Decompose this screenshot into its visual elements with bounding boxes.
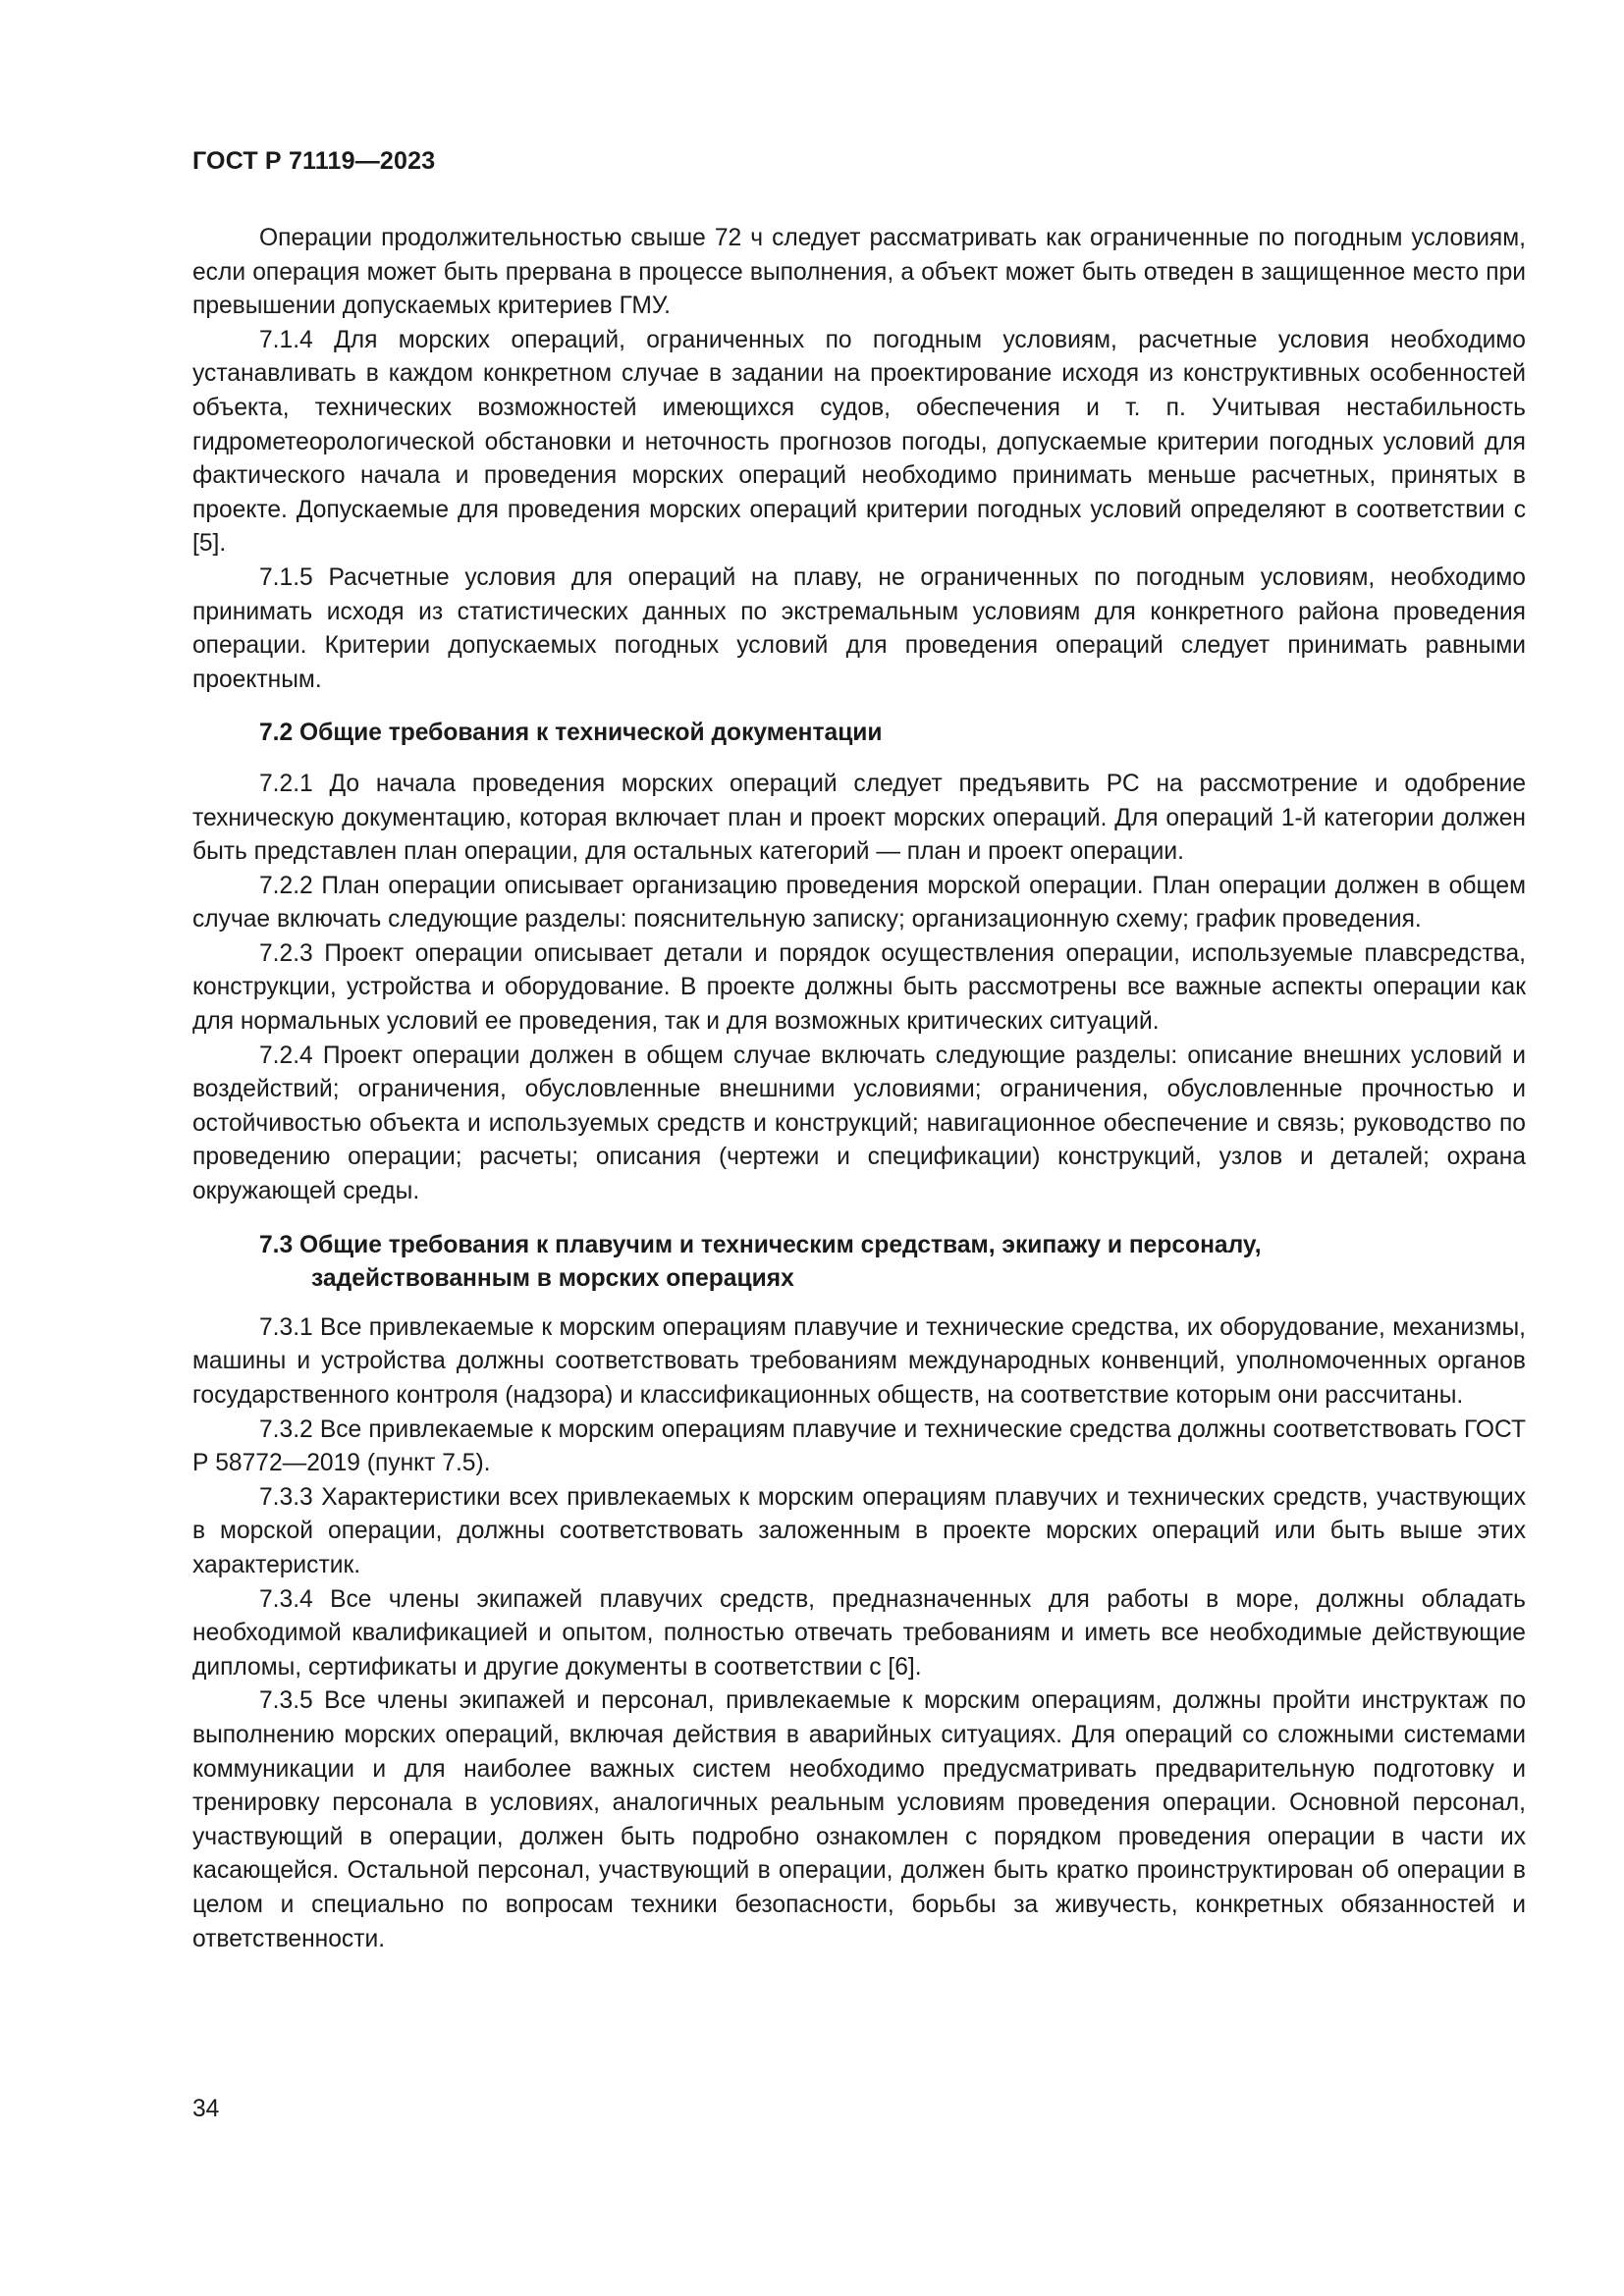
paragraph-7-3-3: 7.3.3 Характеристики всех привлекаемых к морским операциям плавучих и технических средств, участвующих в морской операции, должны соответствовать заложенным в проекте морских операций или быть выше этих характеристик.: [192, 1483, 1526, 1578]
paragraph-intro: Операции продолжительностью свыше 72 ч следует рассматривать как ограниченные по погодным условиям, если операция может быть прервана в процессе выполнения, а объект может быть отведен в защищенное место при превышении допускаемых критериев ГМУ.: [192, 225, 1526, 320]
paragraph-7-3-1: 7.3.1 Все привлекаемые к морским операциям плавучие и технические средства, их оборудование, механизмы, машины и устройства должны соответствовать требованиям международных конвенций, уполномоченных органов государственного контроля (надзора) и классификационных обществ, на соответствие которым они рассчитаны.: [192, 1313, 1526, 1409]
section-heading-7-3-line2: задействованным в морских операциях: [311, 1265, 794, 1293]
page-number: 34: [192, 2096, 220, 2122]
paragraph-7-3-4: 7.3.4 Все члены экипажей плавучих средств, предназначенных для работы в море, должны обладать необходимой квалификацией и опытом, полностью отвечать требованиям и иметь все необходимые действующие дипломы, сертификаты и другие документы в соответствии с [6].: [192, 1585, 1526, 1681]
document-body: [192, 222, 1526, 1956]
paragraph-7-2-1: 7.2.1 До начала проведения морских операций следует предъявить РС на рассмотрение и одобрение техническую документацию, которая включает план и проект морских операций. Для операций 1-й категории должен быть представлен план операции, для остальных категорий — план и проект операции.: [192, 770, 1526, 866]
paragraph-7-2-4: 7.2.4 Проект операции должен в общем случае включать следующие разделы: описание внешних условий и воздействий; ограничения, обусловленные внешними условиями; ограничения, обусловленные прочностью и остойчивостью объекта и используемых средств и конструкций; навигационное обеспечение и связь; руководство по проведению операции; расчеты; описания (чертежи и спецификации) конструкций, узлов и деталей; охрана окружающей среды.: [192, 1041, 1526, 1205]
paragraph-7-3-2: 7.3.2 Все привлекаемые к морским операциям плавучие и технические средства должны соответствовать ГОСТ Р 58772—2019 (пункт 7.5).: [192, 1415, 1526, 1477]
paragraph-7-2-3: 7.2.3 Проект операции описывает детали и порядок осуществления операции, используемые плавсредства, конструкции, устройства и оборудование. В проекте должны быть рассмотрены все важные аспекты операции как для нормальных условий ее проведения, так и для возможных критических ситуаций.: [192, 939, 1526, 1036]
section-heading-7-3-line1: 7.3 Общие требования к плавучим и техническим средствам, экипажу и персоналу,: [259, 1231, 1262, 1258]
document-header: ГОСТ Р 71119—2023: [192, 147, 436, 175]
section-heading-7-3: [192, 1229, 1526, 1297]
paragraph-7-1-5: 7.1.5 Расчетные условия для операций на плаву, не ограниченных по погодным условиям, необходимо принимать исходя из статистических данных по экстремальным условиям для конкретного района проведения операции. Критерии допускаемых погодных условий для проведения операций следует принимать равными проектным.: [192, 563, 1526, 693]
paragraph-7-2-2: 7.2.2 План операции описывает организацию проведения морской операции. План операции должен в общем случае включать следующие разделы: пояснительную записку; организационную схему; график проведения.: [192, 872, 1526, 934]
paragraph-7-3-5: 7.3.5 Все члены экипажей и персонал, привлекаемые к морским операциям, должны пройти инструктаж по выполнению морских операций, включая действия в аварийных ситуациях. Для операций со сложными системами коммуникации и для наиболее важных систем необходимо предусматривать предварительную подготовку и тренировку персонала в условиях, аналогичных реальным условиям проведения операции. Основной персонал, участвующий в операции, должен быть подробно ознакомлен с порядком проведения операции в части их касающейся. Остальной персонал, участвующий в операции, должен быть кратко проинструктирован об операции в целом и специально по вопросам техники безопасности, борьбы за живучесть, конкретных обязанностей и ответственности.: [192, 1687, 1526, 1952]
section-heading-7-2: 7.2 Общие требования к технической документации: [259, 720, 883, 747]
paragraph-7-1-4: 7.1.4 Для морских операций, ограниченных по погодным условиям, расчетные условия необходимо устанавливать в каждом конкретном случае в задании на проектирование исходя из конструктивных особенностей объекта, технических возможностей имеющихся судов, обеспечения и т. п. Учитывая нестабильность гидрометеорологической обстановки и неточность прогнозов погоды, допускаемые критерии погодных условий для фактического начала и проведения морских операций необходимо принимать меньше расчетных, принятых в проекте. Допускаемые для проведения морских операций критерии погодных условий определяют в соответствии с [5].: [192, 326, 1526, 558]
